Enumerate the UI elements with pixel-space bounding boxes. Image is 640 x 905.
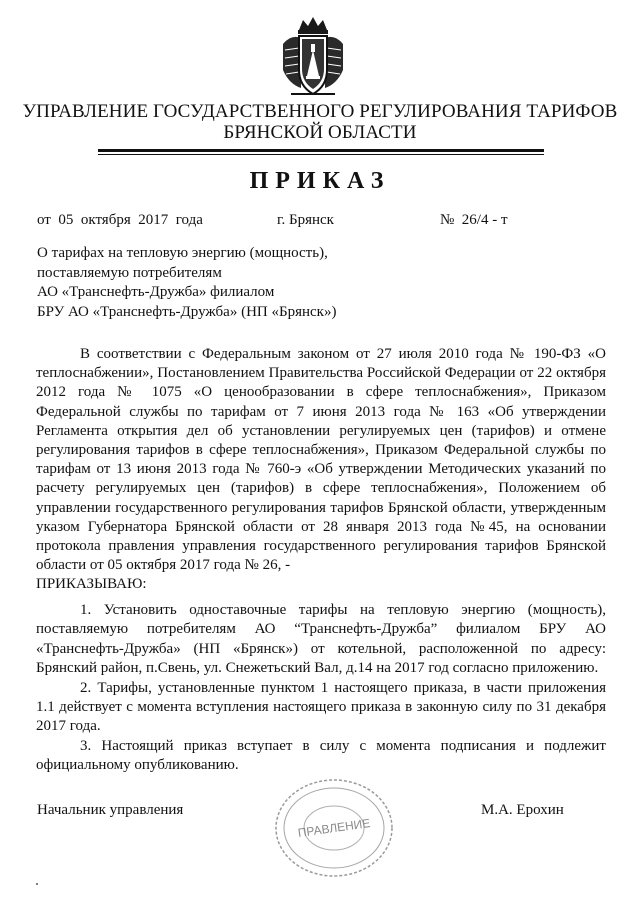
header-divider-thick <box>98 149 544 152</box>
document-title: ПРИКАЗ <box>249 168 391 194</box>
decree-item: 3. Настоящий приказ вступает в силу с момента подписания и подлежит официальному опубликованию. <box>36 737 606 774</box>
decree-items <box>36 601 606 776</box>
document-subject <box>37 244 397 322</box>
signatory-name: М.А. Ерохин <box>481 802 564 818</box>
scan-speck <box>36 883 38 885</box>
document-number: № 26/4 - т <box>440 212 508 228</box>
coat-of-arms-icon <box>277 14 349 100</box>
stamp-text: ПРАВЛЕНИЕ <box>296 815 372 841</box>
decree-item: 1. Установить одноставочные тарифы на тепловую энергию (мощность), поставляемую потребителям АО “Транснефть-Дружба” филиалом БРУ АО «Транснефть-Дружба» (НП «Брянск») от котельной, расположенной по адресу: Брянский район, п.Свень, ул. Снежетьский Вал, д.14 на 2017 год согласно приложению. <box>36 602 606 677</box>
subject-line: БРУ АО «Транснефть-Дружба» (НП «Брянск») <box>37 303 337 320</box>
decree-word: ПРИКАЗЫВАЮ: <box>36 576 147 593</box>
subject-line: поставляемую потребителям <box>37 264 222 281</box>
subject-line: О тарифах на тепловую энергию (мощность), <box>37 245 328 261</box>
header-divider-thin <box>98 154 544 155</box>
decree-item: 2. Тарифы, установленные пунктом 1 настоящего приказа, в части приложения 1.1 действует с момента вступления настоящего приказа в законную силу по 31 декабря 2017 года. <box>36 679 606 735</box>
signatory-position: Начальник управления <box>37 802 184 818</box>
organization-name-line1: УПРАВЛЕНИЕ ГОСУДАРСТВЕННОГО РЕГУЛИРОВАНИЯ ТАРИФОВ <box>22 101 618 122</box>
organization-name-line2: БРЯНСКОЙ ОБЛАСТИ <box>223 122 417 143</box>
legal-basis-paragraph <box>36 345 606 595</box>
document-date: от 05 октября 2017 года <box>37 212 203 228</box>
subject-line: АО «Транснефть-Дружба» филиалом <box>37 284 275 301</box>
document-city: г. Брянск <box>277 212 334 228</box>
round-seal-icon <box>264 770 404 880</box>
legal-basis-text: В соответствии с Федеральным законом от 27 июля 2010 года № 190-ФЗ «О теплоснабжении», Постановлением Правительства Российской Федерации от 22 октября 2012 года № 1075 «О ценообразовании в сфере теплоснабжения», Приказом Федеральной службы по тарифам от 7 июня 2013 года № 163 «Об утверждении Регламента открытия дел об установлении регулируемых цен (тарифов) и отмене регулирования тарифов в сфере теплоснабжения», Приказом Федеральной службы по тарифам от 13 июня 2013 года № 760-э «Об утверждении Методических указаний по расчету регулируемых цен (тарифов) в сфере теплоснабжения», Положением об управлении государственного регулирования тарифов Брянской области, утвержденным указом Губернатора Брянской области от 28 января 2013 года №45, на основании протокола правления управления государственного регулирования тарифов Брянской области от 05 октября 2017 года № 26, - <box>36 346 606 574</box>
